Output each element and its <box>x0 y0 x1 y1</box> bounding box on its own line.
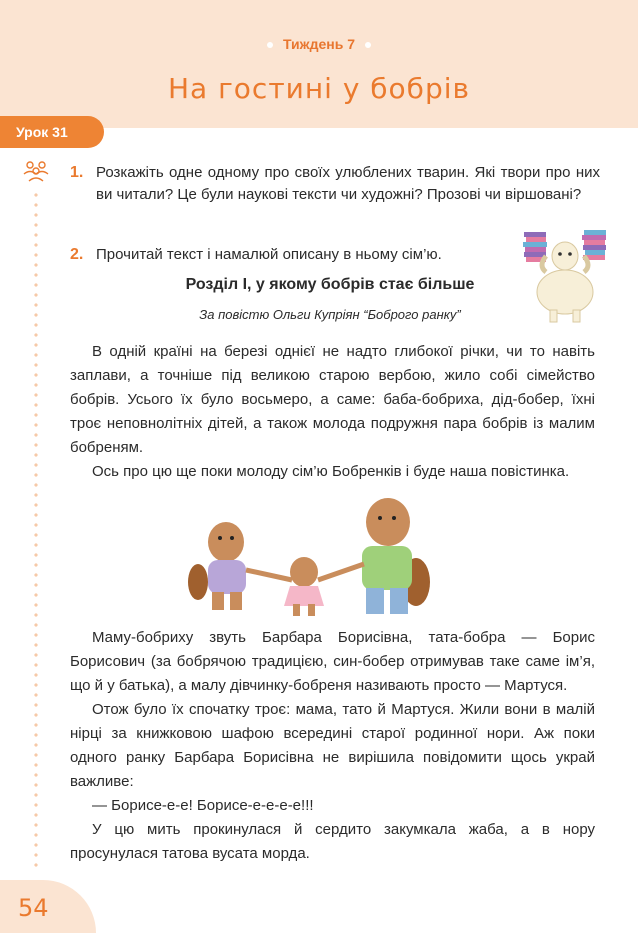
margin-dots <box>34 190 38 870</box>
paragraph: Отож було їх спочатку троє: мама, тато й Мартуся. Жили вони в малій нірці за книжковою шафою всередині старої родинної нори. Аж поки одного ранку Барбара Борисівна не вирішила повідомити щось украй важливе: <box>70 701 595 790</box>
lesson-badge: Урок 31 <box>0 116 104 148</box>
dot-icon <box>267 42 273 48</box>
task-number: 2. <box>70 246 84 263</box>
paragraph: Маму-бобриху звуть Барбара Борисівна, тата-бобра — Борис Борисович (за бобрячою традицією, син-бобер отримував таке саме ім’я, що й у батька), а малу дівчинку-бобреня називають просто — Мартуся. <box>70 629 595 694</box>
beaver-family-illustration <box>180 494 445 620</box>
story-text-bottom <box>70 626 595 866</box>
paragraph: Ось про цю ще поки молоду сім’ю Бобренків і буде наша повістинка. <box>92 463 570 480</box>
task-1 <box>70 162 600 206</box>
paragraph: — Борисе-е-е! Борисе-е-е-е-е!!! <box>92 797 314 814</box>
task-number: 1. <box>70 164 84 181</box>
header-band <box>0 0 638 128</box>
section-subtitle: За повістю Ольги Купріян “Боброго ранку” <box>199 307 461 322</box>
task-text: Прочитай текст і намалюй описану в ньому сім’ю. <box>96 246 442 263</box>
page-title: На гостині у бобрів <box>167 72 471 105</box>
paragraph: В одній країні на березі однієї не надто глибокої річки, чи то навіть заплави, а точніше під великою старою вербою, жило собі сімейство бобрів. Усього їх було восьмеро, а саме: баба-бобриха, дід-бобер, їхні троє неповнолітніх дітей, а також молода подружня пара бобрів із малим бобреням. <box>70 343 595 456</box>
story-text-top <box>70 340 595 484</box>
dot-icon <box>365 42 371 48</box>
paragraph: У цю мить прокинулася й сердито закумкала жаба, а в нору просунулася татова вусата морда. <box>70 821 595 862</box>
page-number: 54 <box>18 894 49 922</box>
task-text: Розкажіть одне одному про своїх улюблених тварин. Які твори про них ви читали? Це були наукові тексти чи художні? Прозові чи віршовані? <box>96 164 600 203</box>
section-title: Розділ І, у якому бобрів стає більше <box>185 276 475 293</box>
week-label <box>0 36 638 52</box>
group-work-icon <box>22 160 50 182</box>
week-text: Тиждень 7 <box>283 36 355 52</box>
llama-with-books-illustration <box>520 226 610 324</box>
